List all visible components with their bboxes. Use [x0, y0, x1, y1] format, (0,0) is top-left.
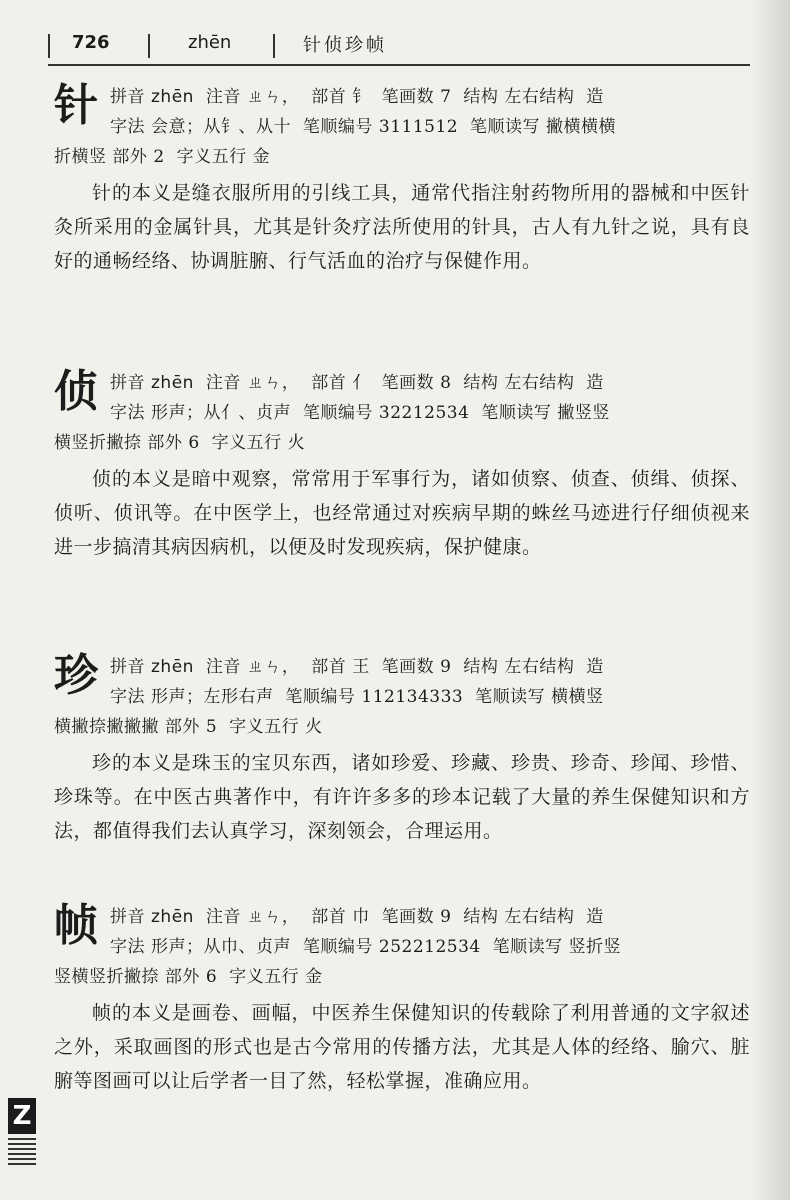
code-value: 32212534	[378, 403, 470, 423]
code-label: 笔顺编号	[302, 937, 373, 957]
entry-meta	[54, 902, 750, 992]
zhuyin-label: 注音	[205, 657, 241, 677]
method-label-cont: 字法	[110, 117, 145, 137]
structure-value: 左右结构	[504, 907, 575, 927]
meta-line-2	[54, 682, 750, 712]
zhuyin-value: ㄓㄣ，	[246, 87, 300, 107]
header-divider	[48, 34, 50, 58]
element-value: 金	[305, 967, 323, 987]
meta-line-1	[54, 82, 750, 112]
code-label: 笔顺编号	[302, 403, 373, 423]
outside-label: 部外	[147, 433, 183, 453]
structure-label: 结构	[463, 373, 499, 393]
radical-value: 王	[352, 657, 370, 677]
meta-line-2	[54, 112, 750, 142]
method-value: 形声；从巾、贞声	[151, 937, 291, 957]
structure-value: 左右结构	[504, 657, 575, 677]
element-value: 火	[287, 433, 306, 453]
code-value: 112134333	[361, 687, 464, 707]
order-label: 笔顺读写	[470, 117, 541, 137]
entry-description: 侦的本义是暗中观察，常常用于军事行为，诸如侦察、侦查、侦缉、侦探、侦听、侦讯等。在中医学上，也经常通过对疾病早期的蛛丝马迹进行仔细侦视来进一步搞清其病因病机，以便及时发现疾病，保护健康。	[54, 468, 750, 558]
headword-char: 帧	[54, 900, 98, 951]
zhuyin-value: ㄓㄣ，	[246, 657, 300, 677]
order-value: 撇竖竖	[557, 403, 610, 423]
entry-meta	[54, 368, 750, 458]
method-label-cont: 字法	[110, 937, 145, 957]
structure-value: 左右结构	[504, 87, 575, 107]
method-value: 会意；从钅、从十	[151, 117, 291, 137]
element-label: 字义五行	[229, 717, 300, 737]
outside-value: 5	[205, 717, 218, 737]
strokes-value: 7	[440, 87, 452, 107]
outside-label: 部外	[112, 147, 148, 167]
meta-line-1	[54, 652, 750, 682]
running-header	[48, 26, 750, 66]
order-value-cont: 竖横竖折撇捺	[54, 967, 159, 987]
page-number: 726	[72, 32, 110, 53]
meta-line-1	[54, 902, 750, 932]
thumb-index-bars	[8, 1138, 36, 1166]
element-label: 字义五行	[211, 433, 282, 453]
outside-value: 6	[188, 433, 200, 453]
pinyin-label: 拼音	[110, 657, 145, 677]
header-title: 针侦珍帧	[303, 35, 387, 56]
header-pinyin: zhēn	[188, 32, 232, 53]
method-label: 造	[586, 87, 604, 107]
element-value: 火	[305, 717, 323, 737]
zhuyin-label: 注音	[205, 907, 241, 927]
pinyin-label: 拼音	[110, 907, 145, 927]
order-value-cont: 横竖折撇捺	[54, 433, 142, 453]
structure-label: 结构	[463, 657, 499, 677]
method-label: 造	[586, 907, 604, 927]
method-value: 形声；左形右声	[151, 687, 274, 707]
zhuyin-label: 注音	[205, 87, 241, 107]
method-label-cont: 字法	[110, 403, 145, 423]
meta-line-3	[54, 712, 750, 742]
outside-label: 部外	[164, 717, 200, 737]
radical-value: 巾	[352, 907, 370, 927]
radical-label: 部首	[311, 657, 347, 677]
element-label: 字义五行	[176, 147, 247, 167]
meta-line-3	[54, 142, 750, 172]
structure-label: 结构	[463, 87, 499, 107]
pinyin-value: zhēn	[151, 907, 194, 927]
page-gutter-shadow	[750, 0, 790, 1200]
entry-description: 针的本义是缝衣服所用的引线工具，通常代指注射药物所用的器械和中医针灸所采用的金属针具，尤其是针灸疗法所使用的针具，古人有九针之说，具有良好的通畅经络、协调脏腑、行气活血的治疗与保健作用。	[54, 182, 750, 272]
dictionary-entry	[54, 652, 750, 848]
strokes-value: 9	[440, 657, 452, 677]
zhuyin-value: ㄓㄣ，	[246, 373, 300, 393]
order-value-cont: 横撇捺撇撇撇	[54, 717, 159, 737]
pinyin-label: 拼音	[110, 373, 145, 393]
strokes-label: 笔画数	[381, 87, 435, 107]
headword-char: 珍	[54, 650, 98, 701]
pinyin-value: zhēn	[151, 87, 194, 107]
element-label: 字义五行	[229, 967, 300, 987]
method-label: 造	[586, 373, 604, 393]
strokes-label: 笔画数	[381, 657, 435, 677]
order-value: 横横竖	[551, 687, 604, 707]
order-value-cont: 折横竖	[54, 147, 107, 167]
thumb-index-letter: Z	[12, 1101, 32, 1131]
code-label: 笔顺编号	[285, 687, 356, 707]
structure-label: 结构	[463, 907, 499, 927]
pinyin-value: zhēn	[151, 657, 194, 677]
code-value: 252212534	[378, 937, 481, 957]
strokes-label: 笔画数	[381, 373, 435, 393]
pinyin-label: 拼音	[110, 87, 145, 107]
structure-value: 左右结构	[504, 373, 575, 393]
headword-char: 侦	[54, 366, 98, 417]
outside-value: 2	[153, 147, 165, 167]
header-divider	[273, 34, 275, 58]
method-value: 形声；从亻、贞声	[151, 403, 291, 423]
dictionary-entry	[54, 368, 750, 564]
radical-value: 亻	[352, 373, 370, 393]
radical-label: 部首	[311, 87, 347, 107]
strokes-value: 9	[440, 907, 452, 927]
thumb-index-tab	[8, 1098, 36, 1134]
meta-line-1	[54, 368, 750, 398]
outside-label: 部外	[164, 967, 200, 987]
entry-meta	[54, 82, 750, 172]
order-value: 撇横横横	[546, 117, 617, 137]
radical-label: 部首	[311, 373, 347, 393]
header-divider	[148, 34, 150, 58]
method-label-cont: 字法	[110, 687, 145, 707]
pinyin-value: zhēn	[151, 373, 194, 393]
radical-value: 钅	[352, 87, 370, 107]
meta-line-3	[54, 428, 750, 458]
order-value: 竖折竖	[568, 937, 622, 957]
order-label: 笔顺读写	[481, 403, 552, 423]
headword-char: 针	[54, 80, 98, 131]
order-label: 笔顺读写	[492, 937, 563, 957]
method-label: 造	[586, 657, 604, 677]
outside-value: 6	[205, 967, 218, 987]
zhuyin-label: 注音	[205, 373, 241, 393]
entry-description: 帧的本义是画卷、画幅，中医养生保健知识的传载除了利用普通的文字叙述之外，采取画图的形式也是古今常用的传播方法，尤其是人体的经络、腧穴、脏腑等图画可以让后学者一目了然，轻松掌握，准确应用。	[54, 1002, 750, 1092]
code-value: 3111512	[378, 117, 459, 137]
entry-description: 珍的本义是珠玉的宝贝东西，诸如珍爱、珍藏、珍贵、珍奇、珍闻、珍惜、珍珠等。在中医古典著作中，有许许多多的珍本记载了大量的养生保健知识和方法，都值得我们去认真学习，深刻领会，合理运用。	[54, 752, 750, 842]
radical-label: 部首	[311, 907, 347, 927]
strokes-value: 8	[440, 373, 452, 393]
code-label: 笔顺编号	[302, 117, 373, 137]
meta-line-2	[54, 398, 750, 428]
meta-line-2	[54, 932, 750, 962]
meta-line-3	[54, 962, 750, 992]
entry-meta	[54, 652, 750, 742]
zhuyin-value: ㄓㄣ，	[246, 907, 300, 927]
dictionary-entry	[54, 82, 750, 278]
strokes-label: 笔画数	[381, 907, 435, 927]
dictionary-entry	[54, 902, 750, 1098]
order-label: 笔顺读写	[475, 687, 546, 707]
element-value: 金	[252, 147, 271, 167]
